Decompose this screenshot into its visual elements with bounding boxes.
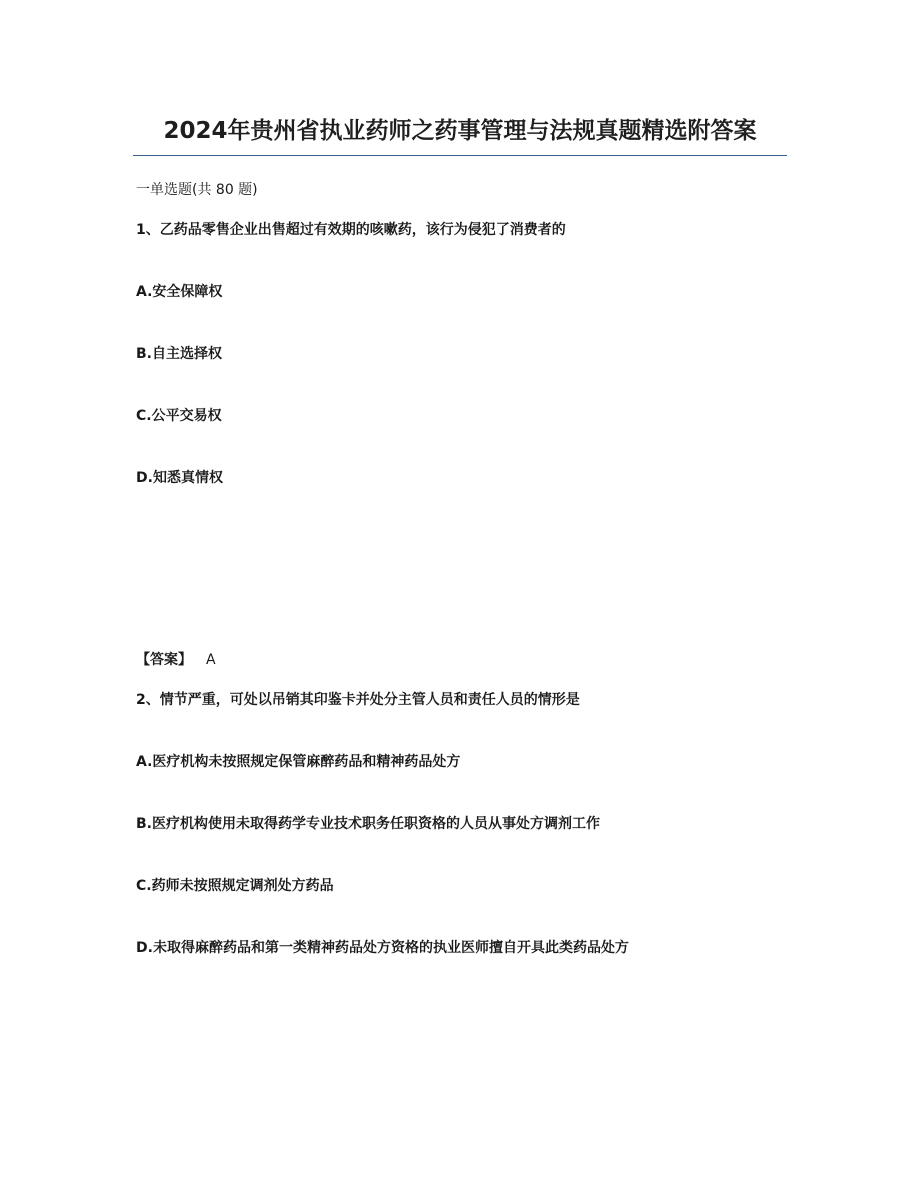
question-2-option-d: D.未取得麻醉药品和第一类精神药品处方资格的执业医师擅自开具此类药品处方 (136, 940, 629, 956)
section-heading: 一单选题(共 80 题) (136, 182, 258, 198)
answer-value: A (206, 652, 216, 668)
title-underline (133, 155, 787, 156)
question-2-option-a: A.医疗机构未按照规定保管麻醉药品和精神药品处方 (136, 754, 461, 770)
question-1-answer (136, 649, 216, 671)
question-1-option-a: A.安全保障权 (136, 284, 223, 300)
question-1-stem: 1、乙药品零售企业出售超过有效期的咳嗽药，该行为侵犯了消费者的 (136, 222, 566, 238)
question-1-option-c: C.公平交易权 (136, 408, 222, 424)
question-1-option-d: D.知悉真情权 (136, 470, 223, 486)
question-2-stem: 2、情节严重，可处以吊销其印鉴卡并处分主管人员和责任人员的情形是 (136, 692, 580, 708)
question-2-option-c: C.药师未按照规定调剂处方药品 (136, 878, 334, 894)
question-2-option-b: B.医疗机构使用未取得药学专业技术职务任职资格的人员从事处方调剂工作 (136, 816, 600, 832)
answer-label: 【答案】 (136, 652, 192, 668)
question-1-option-b: B.自主选择权 (136, 346, 222, 362)
document-title: 2024年贵州省执业药师之药事管理与法规真题精选附答案 (163, 118, 757, 144)
